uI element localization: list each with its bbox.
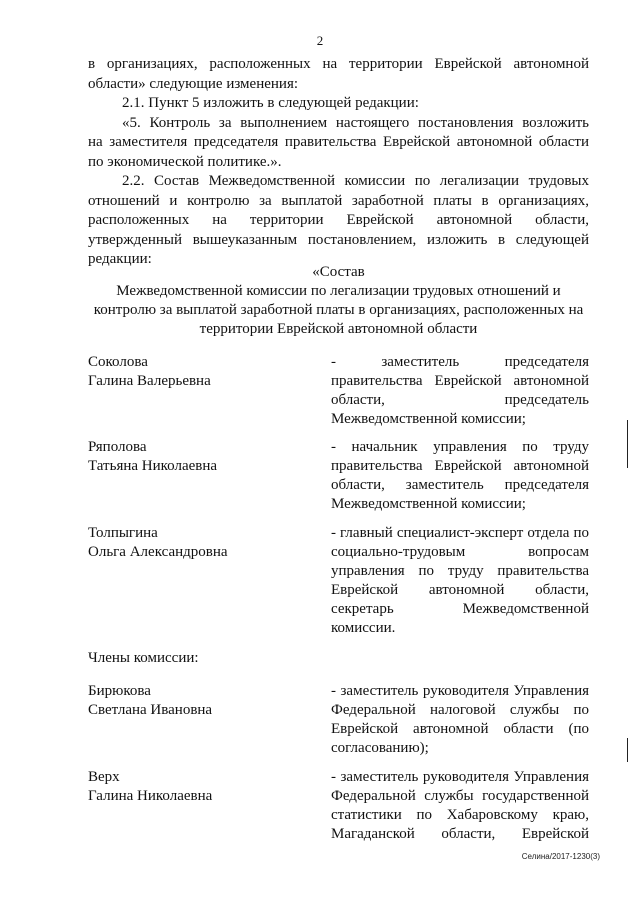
member-given-names: Ольга Александровна	[88, 544, 228, 560]
role-line: управления по труду правительства	[331, 563, 589, 579]
text-line: 2.1. Пункт 5 изложить в следующей редакции:	[122, 95, 419, 111]
member-surname: Бирюкова	[88, 683, 151, 699]
intro-text	[88, 55, 589, 270]
member-name	[88, 682, 308, 720]
text-line: отношений и контролю за выплатой заработной платы в организациях,	[88, 192, 589, 209]
member-given-names: Галина Валерьевна	[88, 373, 211, 389]
role-line: Еврейской автономной области,	[331, 582, 589, 598]
member-given-names: Галина Николаевна	[88, 788, 213, 804]
member-role	[331, 768, 589, 844]
text-line: по экономической политике.».	[88, 153, 282, 170]
title-line: «Состав	[312, 264, 365, 280]
text-line: на заместителя председателя правительства Еврейской автономной области	[88, 134, 589, 150]
member-given-names: Татьяна Николаевна	[88, 458, 218, 474]
role-line: секретарь Межведомственной	[331, 601, 589, 617]
role-line: - главный специалист-эксперт отдела по	[331, 525, 589, 541]
role-line: области, заместитель председателя	[331, 477, 589, 493]
member-role	[331, 353, 589, 429]
page-number: 2	[316, 33, 324, 48]
role-line: статистики по Хабаровскому краю,	[331, 807, 589, 823]
text-line: 2.2. Состав Межведомственной комиссии по легализации трудовых	[122, 173, 589, 189]
member-name	[88, 438, 308, 476]
member-surname: Толпыгина	[88, 525, 158, 541]
title-line: контролю за выплатой заработной платы в организациях, расположенных на	[93, 302, 584, 318]
member-name	[88, 353, 308, 391]
scan-artifact-line	[627, 738, 628, 762]
role-line: Межведомственной комиссии;	[331, 411, 526, 427]
text-line: редакции:	[88, 251, 152, 267]
title-line: Межведомственной комиссии по легализации трудовых отношений и	[116, 283, 561, 299]
member-surname: Соколова	[88, 354, 148, 370]
role-line: правительства Еврейской автономной	[331, 458, 589, 474]
role-line: правительства Еврейской автономной	[331, 373, 589, 389]
text-line: «5. Контроль за выполнением настоящего постановления возложить	[122, 114, 589, 131]
role-line: Еврейской автономной области (по	[331, 721, 589, 737]
role-line: Магаданской области, Еврейской	[331, 826, 589, 842]
member-role	[331, 682, 589, 758]
role-line: Межведомственной комиссии;	[331, 496, 526, 512]
text-line: в организациях, расположенных на территории Еврейской автономной	[88, 56, 589, 72]
scan-artifact-line	[627, 420, 628, 468]
role-line: - заместитель председателя	[331, 354, 589, 370]
document-code: Селина/2017-1230(3)	[521, 852, 600, 861]
member-name	[88, 768, 308, 806]
text-line: расположенных на территории Еврейской автономной области,	[88, 212, 589, 228]
role-line: - начальник управления по труду	[331, 439, 589, 455]
member-role	[331, 438, 589, 514]
composition-title	[88, 263, 589, 339]
role-line: области, председатель	[331, 392, 589, 408]
member-surname: Ряполова	[88, 439, 147, 455]
role-line: - заместитель руководителя Управления	[331, 769, 589, 785]
member-role	[331, 524, 589, 638]
role-line: социально-трудовым вопросам	[331, 544, 589, 560]
text-line: утвержденный вышеуказанным постановлением, изложить в следующей	[88, 231, 589, 248]
text-line: области» следующие изменения:	[88, 75, 299, 92]
members-heading: Члены комиссии:	[88, 650, 199, 666]
member-surname: Верх	[88, 769, 120, 785]
role-line: Федеральной налоговой службы по	[331, 702, 589, 718]
member-name	[88, 524, 308, 562]
title-line: территории Еврейской автономной области	[199, 321, 478, 337]
role-line: комиссии.	[331, 620, 396, 636]
role-line: согласованию);	[331, 740, 429, 756]
role-line: Федеральной службы государственной	[331, 788, 589, 804]
role-line: - заместитель руководителя Управления	[331, 683, 589, 699]
member-given-names: Светлана Ивановна	[88, 702, 213, 718]
